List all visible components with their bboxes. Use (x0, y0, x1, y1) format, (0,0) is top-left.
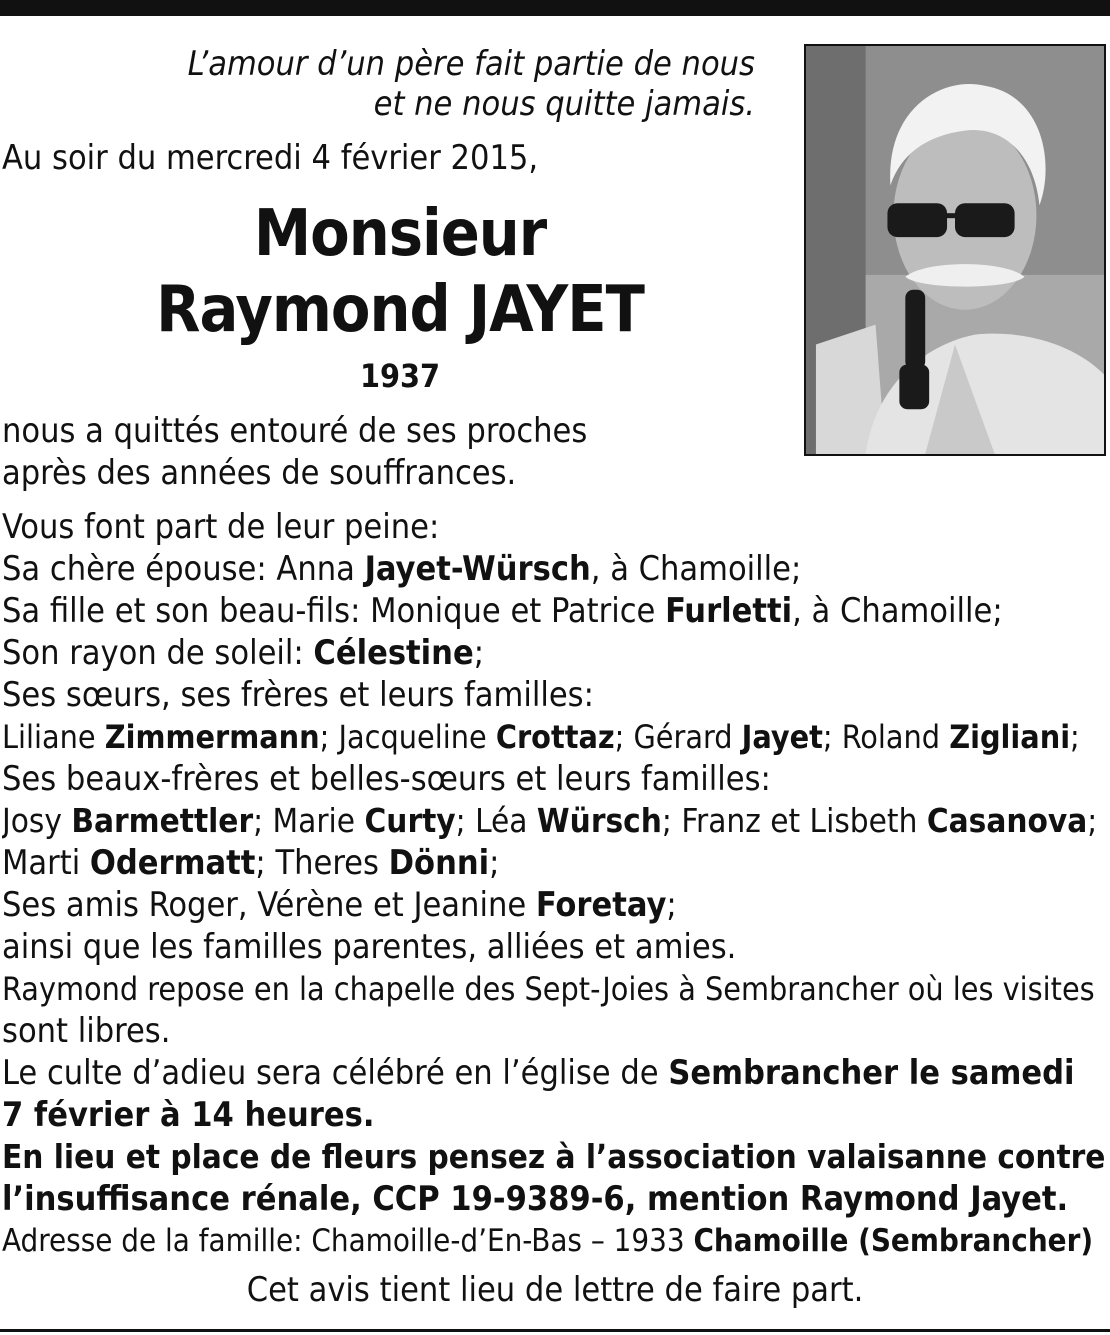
portrait-photo (804, 44, 1106, 456)
bottom-rule (0, 1329, 1110, 1332)
wife-post: , à Chamoille; (590, 549, 802, 589)
inlaw-first: Josy (2, 801, 72, 840)
address-place: Chamoille (Sembrancher) (693, 1223, 1094, 1259)
sunshine-post: ; (473, 633, 485, 673)
friends-post: ; (666, 885, 677, 925)
sibling-sep: ; (1070, 718, 1080, 756)
service-line (2, 1052, 1108, 1094)
service-time: 7 février à 14 heures. (2, 1095, 375, 1135)
sibling-first: Roland (841, 718, 950, 756)
epigraph (150, 44, 755, 124)
inlaw-last: Würsch (536, 801, 662, 840)
inlaw-sep: ; (455, 801, 476, 840)
sunshine-name: Célestine (313, 633, 474, 673)
inlaw-first: Theres (275, 843, 389, 883)
epigraph-line: L’amour d’un père fait partie de nous (187, 44, 755, 84)
notice-body (2, 506, 1108, 1262)
sibling-first: Liliane (2, 718, 105, 756)
inlaw-last: Casanova (926, 801, 1088, 840)
service-pre: Le culte d’adieu sera célébré en l’église de (2, 1053, 669, 1093)
siblings-heading: Ses sœurs, ses frères et leurs familles: (2, 675, 594, 715)
sunshine-line (2, 632, 1108, 674)
inlaw-last: Odermatt (89, 843, 256, 883)
daughter-pre: Sa fille et son beau-fils: Monique et Patrice (2, 591, 666, 631)
friends-pre: Ses amis Roger, Vérène et Jeanine (2, 885, 536, 925)
sibling-last: Crottaz (495, 718, 615, 756)
sibling-last: Jayet (741, 718, 823, 756)
family-heading: Vous font part de leur peine: (2, 507, 440, 547)
intro-line: après des années de souffrances. (2, 453, 517, 493)
rest-line: Raymond repose en la chapelle des Sept-Joies à Sembrancher où les visites (2, 970, 1095, 1008)
donation-line: l’insuffisance rénale, CCP 19-9389-6, mention Raymond Jayet. (2, 1179, 1069, 1219)
inlaw-sep: ; (1087, 801, 1098, 840)
wife-pre: Sa chère épouse: Anna (2, 549, 365, 589)
inlaw-sep: ; (253, 801, 273, 840)
inlaw-first: Marie (272, 801, 365, 840)
top-rule (0, 0, 1110, 16)
relatives-line: ainsi que les familles parentes, alliées et amies. (2, 927, 737, 967)
sibling-last: Zigliani (949, 718, 1071, 756)
portrait-image (806, 46, 1104, 454)
full-name: Raymond JAYET (156, 273, 644, 347)
birth-year: 1937 (359, 357, 441, 395)
rest-line: sont libres. (2, 1011, 171, 1051)
inlaw-sep: ; (489, 843, 500, 883)
inlaw-sep: ; (661, 801, 682, 840)
inlaws-line (2, 842, 1108, 884)
inlaw-first: Franz et Lisbeth (681, 801, 927, 840)
inlaw-first: Léa (475, 801, 537, 840)
siblings-line (2, 716, 1108, 758)
inlaw-last: Dönni (388, 843, 490, 883)
dateline: Au soir du mercredi 4 février 2015, (2, 138, 539, 178)
sibling-last: Zimmermann (104, 718, 320, 756)
sibling-sep: ; (319, 718, 339, 756)
inlaw-last: Barmettler (71, 801, 254, 840)
inlaws-line (2, 800, 1108, 842)
intro-line: nous a quittés entouré de ses proches (2, 411, 588, 451)
daughter-surname: Furletti (665, 591, 793, 631)
address-pre: Adresse de la famille: Chamoille-d’En-Bas – 1933 (2, 1223, 694, 1259)
intro-text (2, 410, 587, 494)
wife-line (2, 548, 1108, 590)
inlaw-last: Curty (364, 801, 456, 840)
daughter-line (2, 590, 1108, 632)
sunshine-pre: Son rayon de soleil: (2, 633, 314, 673)
epigraph-line: et ne nous quitte jamais. (373, 84, 755, 124)
closing-note: Cet avis tient lieu de lettre de faire part. (246, 1270, 864, 1310)
address-line (2, 1220, 1108, 1262)
deceased-name (0, 196, 800, 348)
donation-line: En lieu et place de fleurs pensez à l’association valaisanne contre (2, 1137, 1106, 1176)
sibling-sep: ; (614, 718, 634, 756)
friends-line (2, 884, 1108, 926)
wife-surname: Jayet-Würsch (364, 549, 591, 589)
sibling-first: Gérard (633, 718, 742, 756)
sibling-sep: ; (822, 718, 842, 756)
inlaw-first: Marti (2, 843, 90, 883)
inlaw-sep: ; (255, 843, 276, 883)
friends-surname: Foretay (535, 885, 667, 925)
daughter-post: , à Chamoille; (792, 591, 1003, 631)
inlaws-heading: Ses beaux-frères et belles-sœurs et leurs familles: (2, 759, 771, 799)
service-place: Sembrancher le samedi (668, 1053, 1075, 1093)
honorific: Monsieur (253, 197, 547, 271)
sibling-first: Jacqueline (338, 718, 496, 756)
